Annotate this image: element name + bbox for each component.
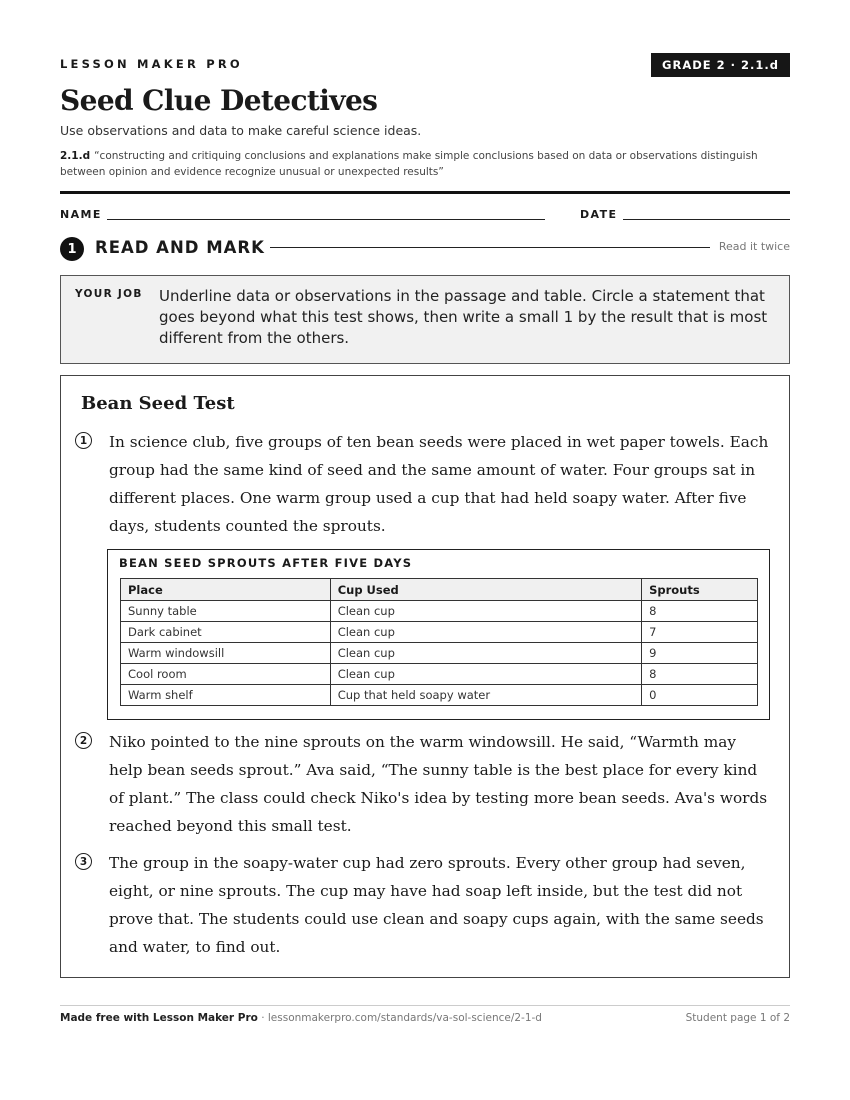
table-row xyxy=(121,643,758,664)
table-cell-sprouts: 9 xyxy=(642,643,758,664)
name-line[interactable] xyxy=(107,219,545,220)
footer-made-with: Made free with Lesson Maker Pro xyxy=(60,1012,258,1024)
standard-code: 2.1.d xyxy=(60,150,91,162)
passage-title: Bean Seed Test xyxy=(81,393,235,414)
table-row xyxy=(121,664,758,685)
table-cell-sprouts: 0 xyxy=(642,685,758,706)
table-row xyxy=(121,601,758,622)
paragraph-text-3: The group in the soapy-water cup had zero sprouts. Every other group had seven, eight, or nine sprouts. The cup may have had soap left inside, but the test did not prove that. The students could use clean and soapy cups again, with the same seeds and water, to find out. xyxy=(109,854,764,956)
footer-page-number: Student page 1 of 2 xyxy=(685,1012,790,1024)
footer-credit xyxy=(60,1012,542,1024)
table-header-row xyxy=(121,579,758,601)
table-cell-cup: Cup that held soapy water xyxy=(330,685,641,706)
grade-badge: GRADE 2 · 2.1.d xyxy=(651,53,790,77)
table-row xyxy=(121,622,758,643)
name-label: NAME xyxy=(60,208,102,221)
table-cell-place: Cool room xyxy=(121,664,331,685)
date-line[interactable] xyxy=(623,219,790,220)
worksheet-page xyxy=(60,0,790,1100)
job-instructions-box xyxy=(60,275,790,364)
table-cell-cup: Clean cup xyxy=(330,643,641,664)
passage-box xyxy=(60,375,790,978)
table-cell-sprouts: 8 xyxy=(642,664,758,685)
table-cell-sprouts: 8 xyxy=(642,601,758,622)
job-text: Underline data or observations in the passage and table. Circle a statement that goes beyond what this test shows, then write a small 1 by the result that is most different from the others. xyxy=(159,287,768,347)
table-cell-place: Warm shelf xyxy=(121,685,331,706)
standard-description xyxy=(60,148,790,180)
table-title: BEAN SEED SPROUTS AFTER FIVE DAYS xyxy=(119,556,413,570)
table-header-cup: Cup Used xyxy=(330,579,641,601)
table-row xyxy=(121,685,758,706)
paragraph-text-2: Niko pointed to the nine sprouts on the warm windowsill. He said, “Warmth may help bean seeds sprout.” Ava said, “The sunny table is the best place for every kind of plant.” The class could check Niko's idea by testing more bean seeds. Ava's words reached beyond this small test. xyxy=(109,733,768,835)
header-divider xyxy=(60,191,790,194)
standard-text: “constructing and critiquing conclusions and explanations make simple conclusions based on data or observations distinguish between opinion and evidence recognize unusual or unexpected results” xyxy=(60,150,758,178)
paragraph-number-2: 2 xyxy=(75,732,92,749)
paragraph-text-1: In science club, five groups of ten bean seeds were placed in wet paper towels. Each group had the same kind of seed and the same amount of water. Four groups sat in different places. One warm group used a cup that had held soapy water. After five days, students counted the sprouts. xyxy=(109,433,769,535)
section-divider xyxy=(270,247,710,248)
paragraph-number-3: 3 xyxy=(75,853,92,870)
table-cell-place: Dark cabinet xyxy=(121,622,331,643)
table-cell-sprouts: 7 xyxy=(642,622,758,643)
footer-divider xyxy=(60,1005,790,1006)
table-header-sprouts: Sprouts xyxy=(642,579,758,601)
section-note: Read it twice xyxy=(718,240,790,253)
date-label: DATE xyxy=(580,208,618,221)
paragraph-number-1: 1 xyxy=(75,432,92,449)
table-cell-cup: Clean cup xyxy=(330,664,641,685)
table-header-place: Place xyxy=(121,579,331,601)
job-label: YOUR JOB xyxy=(75,288,143,300)
page-subtitle: Use observations and data to make careful science ideas. xyxy=(60,123,422,138)
table-cell-place: Sunny table xyxy=(121,601,331,622)
footer-url[interactable]: · lessonmakerpro.com/standards/va-sol-science/2-1-d xyxy=(257,1012,542,1024)
section-number-badge: 1 xyxy=(60,237,84,261)
table-cell-cup: Clean cup xyxy=(330,601,641,622)
page-title: Seed Clue Detectives xyxy=(60,84,378,117)
table-cell-cup: Clean cup xyxy=(330,622,641,643)
table-cell-place: Warm windowsill xyxy=(121,643,331,664)
sprout-data-table xyxy=(120,578,758,706)
brand-name: LESSON MAKER PRO xyxy=(60,57,243,71)
section-title: READ AND MARK xyxy=(95,238,265,257)
sprout-data-table-box xyxy=(107,549,770,720)
